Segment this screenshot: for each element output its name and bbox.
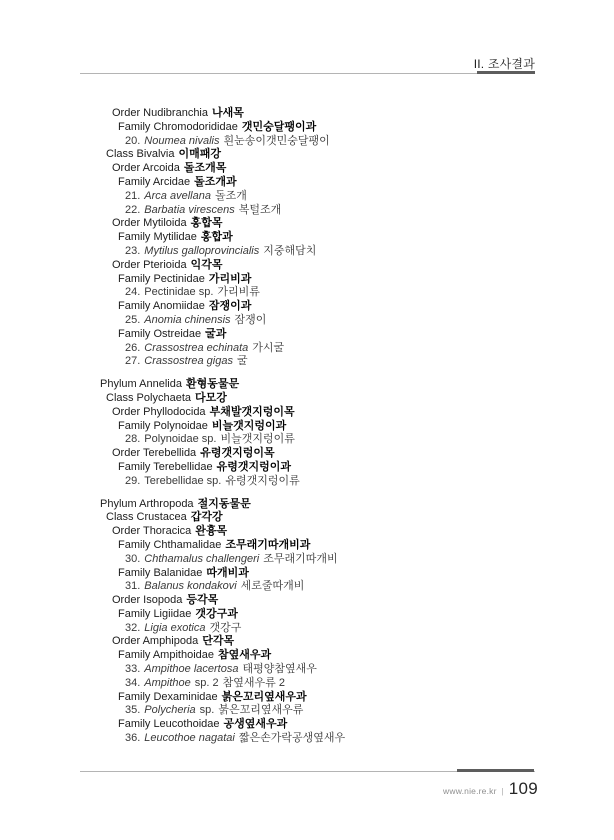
species-item — [80, 663, 580, 677]
phylum-korean-name: 환형동물문 — [185, 378, 240, 391]
species-latin-name: Ampithoe lacertosa — [144, 663, 239, 676]
family-item — [80, 121, 580, 135]
family-korean-name: 갯강구과 — [195, 607, 238, 620]
order-korean-name: 익각목 — [190, 258, 223, 271]
family-latin-name: Family Mytilidae — [118, 231, 197, 244]
species-latin-name: Mytilus galloprovincialis — [144, 244, 260, 257]
species-number: 32. — [125, 621, 141, 634]
footer-rule-accent — [457, 769, 534, 772]
species-number: 35. — [125, 704, 141, 717]
family-korean-name: 굴과 — [205, 327, 227, 340]
species-number: 22. — [125, 203, 141, 216]
species-korean-name: 복털조개 — [238, 203, 282, 216]
species-latin-name: Ligia exotica — [144, 621, 206, 634]
family-latin-name: Family Arcidae — [118, 175, 191, 188]
family-item — [80, 231, 580, 245]
family-korean-name: 따개비과 — [206, 566, 249, 579]
family-korean-name: 갯민숭달팽이과 — [241, 120, 317, 133]
family-korean-name: 공생옆새우과 — [223, 718, 288, 731]
family-korean-name: 가리비과 — [208, 272, 252, 285]
species-latin-name: Anomia chinensis — [144, 313, 231, 326]
species-number: 23. — [125, 244, 141, 257]
order-korean-name: 유령갯지렁이목 — [200, 447, 275, 460]
species-item — [80, 245, 580, 259]
species-item — [80, 286, 580, 300]
order-item — [80, 217, 580, 231]
species-latin-plain: Terebellidae sp. — [144, 474, 222, 487]
species-latin-name: Arca avellana — [144, 189, 211, 202]
species-item — [80, 342, 580, 356]
species-number: 34. — [125, 676, 141, 689]
species-number: 36. — [125, 732, 141, 745]
order-latin-name: Order Pterioida — [112, 258, 187, 271]
species-item — [80, 732, 580, 746]
species-korean-name: 흰눈송이갯민숭달팽이 — [223, 134, 330, 147]
species-latin-plain: sp. 2 — [194, 676, 219, 689]
species-item — [80, 314, 580, 328]
species-korean-name: 가시굴 — [252, 341, 285, 354]
family-latin-name: Family Balanidae — [118, 566, 203, 579]
family-item — [80, 718, 580, 732]
family-latin-name: Family Dexaminidae — [118, 690, 218, 703]
species-korean-name: 잠쟁이 — [234, 313, 267, 326]
family-korean-name: 붉은꼬리옆새우과 — [221, 690, 307, 703]
species-latin-plain: Pectinidae sp. — [144, 286, 214, 299]
species-item — [80, 433, 580, 447]
order-item — [80, 406, 580, 420]
species-korean-name: 조무래기따개비 — [263, 552, 338, 565]
footer-page-number: 109 — [508, 779, 538, 798]
species-number: 27. — [125, 355, 141, 368]
species-korean-name: 짧은손가락공생옆새우 — [238, 732, 346, 745]
family-korean-name: 유령갯지렁이과 — [216, 460, 291, 473]
species-korean-name: 비늘갯지렁이류 — [220, 433, 295, 446]
species-number: 24. — [125, 286, 141, 299]
species-latin-name: Chthamalus challengeri — [144, 552, 260, 565]
species-number: 20. — [125, 134, 141, 147]
page-footer — [0, 779, 538, 799]
species-item — [80, 190, 580, 204]
phylum-item — [80, 378, 580, 392]
species-latin-name: Balanus kondakovi — [144, 580, 237, 593]
order-latin-name: Order Terebellida — [112, 447, 197, 460]
species-item — [80, 355, 580, 369]
family-korean-name: 조무래기따개비과 — [225, 538, 311, 551]
species-latin-plain: sp. — [199, 704, 215, 717]
species-number: 28. — [125, 433, 141, 446]
species-item — [80, 704, 580, 718]
footer-separator: | — [501, 787, 504, 796]
family-latin-name: Family Ligiidae — [118, 607, 192, 620]
species-item — [80, 677, 580, 691]
family-latin-name: Family Chromodorididae — [118, 120, 238, 133]
family-korean-name: 잠쟁이과 — [208, 300, 252, 313]
order-item — [80, 162, 580, 176]
species-number: 29. — [125, 474, 141, 487]
order-korean-name: 완흉목 — [195, 525, 228, 538]
species-korean-name: 굴 — [236, 355, 248, 368]
class-latin-name: Class Crustacea — [106, 511, 187, 524]
species-latin-name: Crassostrea gigas — [144, 355, 233, 368]
species-latin-name: Leucothoe nagatai — [144, 732, 235, 745]
species-korean-name: 참옆새우류 2 — [222, 676, 285, 689]
order-korean-name: 부채발갯지렁이목 — [209, 405, 295, 418]
footer-site-url: www.nie.re.kr — [443, 786, 497, 796]
species-korean-name: 지중해담치 — [263, 244, 317, 257]
family-item — [80, 300, 580, 314]
species-item — [80, 204, 580, 218]
species-korean-name: 돌조개 — [214, 189, 247, 202]
order-latin-name: Order Mytiloida — [112, 217, 187, 230]
class-korean-name: 갑각강 — [190, 511, 223, 524]
order-korean-name: 등각목 — [186, 594, 219, 607]
phylum-korean-name: 절지동물문 — [197, 497, 251, 510]
species-latin-name: Barbatia virescens — [144, 203, 235, 216]
species-korean-name: 세로줄따개비 — [240, 580, 305, 593]
family-korean-name: 돌조개과 — [194, 175, 237, 188]
order-item — [80, 107, 580, 121]
page-header-section-label: II. 조사결과 — [473, 57, 535, 71]
family-item — [80, 176, 580, 190]
list-spacer — [80, 369, 580, 378]
family-korean-name: 홍합과 — [200, 231, 233, 244]
family-latin-name: Family Terebellidae — [118, 460, 213, 473]
species-korean-name: 갯강구 — [209, 621, 242, 634]
species-korean-name: 가리비류 — [217, 286, 260, 299]
order-korean-name: 단각목 — [202, 635, 235, 648]
order-item — [80, 259, 580, 273]
family-item — [80, 420, 580, 434]
order-korean-name: 나새목 — [212, 107, 244, 119]
order-latin-name: Order Phyllodocida — [112, 405, 206, 418]
class-item — [80, 148, 580, 162]
species-item — [80, 580, 580, 594]
phylum-item — [80, 498, 580, 512]
family-item — [80, 691, 580, 705]
order-item — [80, 525, 580, 539]
species-korean-name: 유령갯지렁이류 — [225, 474, 300, 487]
species-korean-name: 붉은꼬리옆새우류 — [218, 704, 304, 717]
taxon-list — [80, 107, 580, 746]
species-number: 25. — [125, 313, 141, 326]
family-latin-name: Family Pectinidae — [118, 272, 205, 285]
species-latin-name: Ampithoe — [144, 676, 191, 689]
species-latin-plain: Polynoidae sp. — [144, 433, 217, 446]
species-number: 26. — [125, 341, 141, 354]
species-number: 30. — [125, 552, 141, 565]
order-item — [80, 594, 580, 608]
family-item — [80, 649, 580, 663]
order-item — [80, 447, 580, 461]
family-latin-name: Family Leucothoidae — [118, 718, 220, 731]
species-item — [80, 622, 580, 636]
class-latin-name: Class Polychaeta — [106, 391, 191, 404]
species-number: 33. — [125, 663, 141, 676]
species-latin-name: Noumea nivalis — [144, 134, 220, 147]
family-korean-name: 참옆새우과 — [218, 649, 272, 662]
family-korean-name: 비늘갯지렁이과 — [211, 419, 287, 432]
class-korean-name: 다모강 — [195, 391, 227, 404]
family-item — [80, 273, 580, 287]
family-item — [80, 567, 580, 581]
phylum-latin-name: Phylum Arthropoda — [100, 497, 194, 510]
family-latin-name: Family Ampithoidae — [118, 649, 214, 662]
phylum-latin-name: Phylum Annelida — [100, 378, 182, 391]
family-latin-name: Family Ostreidae — [118, 327, 202, 340]
species-number: 31. — [125, 580, 141, 593]
class-latin-name: Class Bivalvia — [106, 148, 175, 161]
species-item — [80, 553, 580, 567]
family-latin-name: Family Chthamalidae — [118, 538, 222, 551]
species-item — [80, 475, 580, 489]
class-item — [80, 392, 580, 406]
header-rule-accent — [477, 71, 535, 74]
species-item — [80, 135, 580, 149]
species-latin-name: Polycheria — [144, 704, 196, 717]
order-latin-name: Order Isopoda — [112, 594, 183, 607]
order-korean-name: 돌조개목 — [183, 162, 227, 175]
order-item — [80, 635, 580, 649]
species-latin-name: Crassostrea echinata — [144, 341, 249, 354]
family-item — [80, 608, 580, 622]
class-item — [80, 511, 580, 525]
species-number: 21. — [125, 189, 141, 202]
order-latin-name: Order Amphipoda — [112, 635, 199, 648]
species-korean-name: 태평양참옆새우 — [242, 663, 317, 676]
order-latin-name: Order Nudibranchia — [112, 107, 208, 119]
order-latin-name: Order Arcoida — [112, 162, 180, 175]
header-rule — [80, 73, 535, 74]
family-item — [80, 539, 580, 553]
list-spacer — [80, 489, 580, 498]
family-item — [80, 461, 580, 475]
class-korean-name: 이매패강 — [178, 148, 221, 161]
family-item — [80, 328, 580, 342]
order-latin-name: Order Thoracica — [112, 525, 192, 538]
family-latin-name: Family Polynoidae — [118, 419, 208, 432]
order-korean-name: 홍합목 — [190, 217, 223, 230]
family-latin-name: Family Anomiidae — [118, 300, 205, 313]
